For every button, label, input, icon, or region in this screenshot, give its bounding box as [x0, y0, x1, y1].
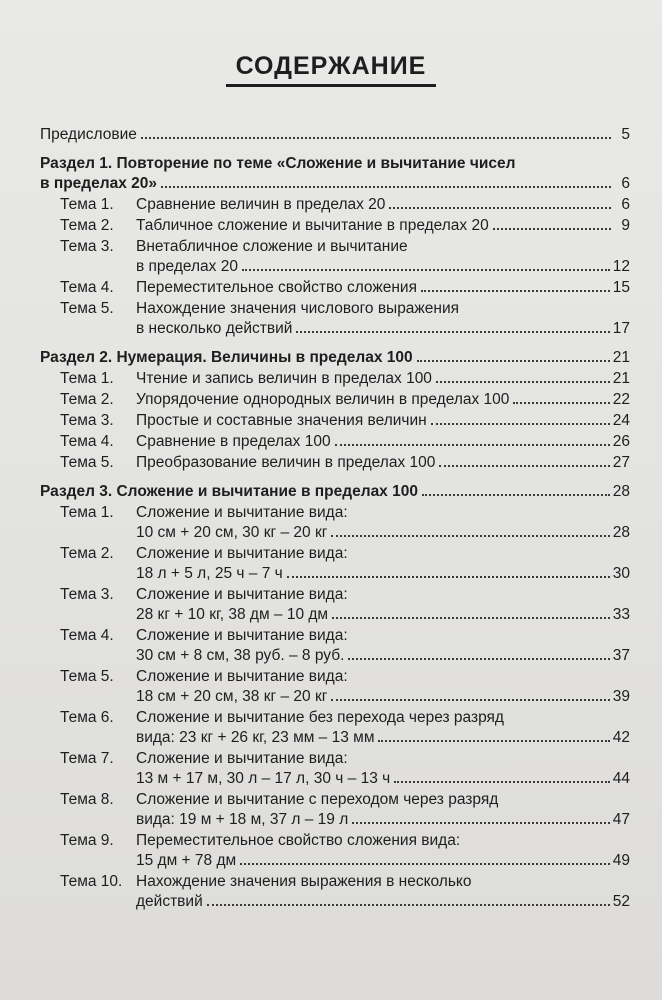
topic-title-cont: вида: 19 м + 18 м, 37 л – 19 л	[136, 811, 349, 828]
toc-entry-topic	[40, 390, 630, 410]
topic-label: Тема 6.	[60, 709, 114, 726]
topic-title: Сложение и вычитание вида:	[136, 750, 348, 767]
leader-dots	[141, 137, 611, 139]
leader-dots	[436, 381, 610, 383]
topic-label: Тема 4.	[60, 433, 114, 450]
toc-entry-preface	[40, 125, 630, 145]
page-number: 37	[612, 647, 630, 664]
leader-dots	[421, 290, 610, 292]
topic-label: Тема 2.	[60, 391, 114, 408]
table-of-contents	[40, 125, 630, 913]
topic-title: Переместительное свойство сложения вида:	[136, 832, 461, 849]
section-heading-line: в пределах 20»	[40, 175, 157, 192]
leader-dots	[439, 465, 609, 467]
leader-dots	[422, 494, 610, 496]
topic-title: Нахождение значения выражения в несколько	[136, 873, 472, 890]
topic-label: Тема 3.	[60, 412, 114, 429]
toc-entry-topic	[40, 831, 630, 871]
topic-title: Внетабличное сложение и вычитание	[136, 238, 408, 255]
page-number: 28	[612, 483, 630, 500]
page-number: 24	[612, 412, 630, 429]
page-number: 28	[612, 524, 630, 541]
leader-dots	[431, 423, 610, 425]
toc-entry-topic	[40, 278, 630, 298]
section-heading-line: Раздел 3. Сложение и вычитание в пределах 100	[40, 483, 418, 500]
topic-label: Тема 4.	[60, 279, 114, 296]
leader-dots	[417, 360, 610, 362]
topic-title-cont: 13 м + 17 м, 30 л – 17 л, 30 ч – 13 ч	[136, 770, 391, 787]
page-number: 12	[612, 258, 630, 275]
topic-title: Сложение и вычитание вида:	[136, 586, 348, 603]
toc-entry-topic	[40, 749, 630, 789]
topic-title-cont: 30 см + 8 см, 38 руб. – 8 руб.	[136, 647, 345, 664]
topic-label: Тема 2.	[60, 217, 114, 234]
leader-dots	[389, 207, 611, 209]
page-number: 6	[621, 196, 630, 213]
topic-title: Упорядочение однородных величин в пределах 100	[136, 391, 510, 408]
toc-entry-topic	[40, 626, 630, 666]
leader-dots	[378, 740, 609, 742]
page-title	[0, 52, 662, 87]
leader-dots	[287, 576, 610, 578]
topic-label: Тема 8.	[60, 791, 114, 808]
topic-label: Тема 1.	[60, 370, 114, 387]
toc-entry-topic	[40, 790, 630, 830]
page-number: 17	[612, 320, 630, 337]
toc-entry-topic	[40, 216, 630, 236]
leader-dots	[331, 699, 609, 701]
leader-dots	[513, 402, 609, 404]
leader-dots	[493, 228, 611, 230]
toc-entry-topic	[40, 544, 630, 584]
toc-entry-topic	[40, 195, 630, 215]
entry-title: Предисловие	[40, 126, 137, 143]
topic-title: Преобразование величин в пределах 100	[136, 454, 436, 471]
topic-title: Сложение и вычитание без перехода через разряд	[136, 709, 504, 726]
leader-dots	[332, 617, 610, 619]
leader-dots	[207, 904, 610, 906]
toc-entry-topic	[40, 411, 630, 431]
toc-entry-topic	[40, 585, 630, 625]
toc-entry-topic	[40, 369, 630, 389]
topic-title: Переместительное свойство сложения	[136, 279, 417, 296]
page-number: 33	[612, 606, 630, 623]
topic-title-cont: 10 см + 20 см, 30 кг – 20 кг	[136, 524, 328, 541]
toc-entry-topic	[40, 453, 630, 473]
topic-label: Тема 9.	[60, 832, 114, 849]
topic-title: Табличное сложение и вычитание в пределах 20	[136, 217, 489, 234]
toc-entry-topic	[40, 872, 630, 912]
page-number: 44	[612, 770, 630, 787]
page-number: 26	[612, 433, 630, 450]
toc-section-2	[40, 348, 630, 368]
topic-label: Тема 1.	[60, 504, 114, 521]
topic-title: Простые и составные значения величин	[136, 412, 427, 429]
topic-label: Тема 5.	[60, 300, 114, 317]
page-number: 39	[612, 688, 630, 705]
leader-dots	[240, 863, 610, 865]
topic-label: Тема 3.	[60, 238, 114, 255]
leader-dots	[348, 658, 609, 660]
topic-title-cont: в пределах 20	[136, 258, 238, 275]
topic-title: Сложение и вычитание вида:	[136, 545, 348, 562]
topic-title: Сложение и вычитание вида:	[136, 668, 348, 685]
topic-title: Сравнение в пределах 100	[136, 433, 331, 450]
topic-title: Сложение и вычитание вида:	[136, 627, 348, 644]
topic-title: Сложение и вычитание с переходом через разряд	[136, 791, 499, 808]
page-number: 5	[621, 126, 630, 143]
topic-label: Тема 2.	[60, 545, 114, 562]
toc-entry-topic	[40, 708, 630, 748]
topic-title-cont: вида: 23 кг + 26 кг, 23 мм – 13 мм	[136, 729, 375, 746]
page-number: 27	[612, 454, 630, 471]
toc-section-1	[40, 154, 630, 194]
topic-title: Нахождение значения числового выражения	[136, 300, 460, 317]
toc-entry-topic	[40, 299, 630, 339]
topic-title: Чтение и запись величин в пределах 100	[136, 370, 432, 387]
page-number: 21	[612, 370, 630, 387]
page-title-text: СОДЕРЖАНИЕ	[226, 52, 437, 87]
leader-dots	[296, 331, 609, 333]
leader-dots	[242, 269, 610, 271]
topic-title-cont: 28 кг + 10 кг, 38 дм – 10 дм	[136, 606, 329, 623]
section-heading-line: Раздел 2. Нумерация. Величины в пределах 100	[40, 349, 413, 366]
leader-dots	[335, 444, 610, 446]
page-number: 42	[612, 729, 630, 746]
topic-title: Сложение и вычитание вида:	[136, 504, 348, 521]
toc-entry-topic	[40, 432, 630, 452]
leader-dots	[352, 822, 609, 824]
page-number: 6	[621, 175, 630, 192]
topic-label: Тема 5.	[60, 668, 114, 685]
leader-dots	[161, 186, 611, 188]
topic-title: Сравнение величин в пределах 20	[136, 196, 386, 213]
page-number: 9	[621, 217, 630, 234]
topic-title-cont: 15 дм + 78 дм	[136, 852, 237, 869]
page-number: 21	[612, 349, 630, 366]
topic-label: Тема 10.	[60, 873, 123, 890]
toc-entry-topic	[40, 667, 630, 707]
topic-label: Тема 5.	[60, 454, 114, 471]
topic-label: Тема 4.	[60, 627, 114, 644]
page-number: 47	[612, 811, 630, 828]
page-number: 49	[612, 852, 630, 869]
leader-dots	[394, 781, 610, 783]
topic-title-cont: действий	[136, 893, 203, 910]
topic-title-cont: 18 л + 5 л, 25 ч – 7 ч	[136, 565, 283, 582]
topic-label: Тема 7.	[60, 750, 114, 767]
leader-dots	[331, 535, 609, 537]
page-number: 30	[612, 565, 630, 582]
section-heading-line: Раздел 1. Повторение по теме «Сложение и вычитание чисел	[40, 155, 516, 172]
topic-label: Тема 3.	[60, 586, 114, 603]
page-number: 52	[612, 893, 630, 910]
page-number: 15	[612, 279, 630, 296]
toc-entry-topic	[40, 237, 630, 277]
topic-label: Тема 1.	[60, 196, 114, 213]
toc-entry-topic	[40, 503, 630, 543]
topic-title-cont: в несколько действий	[136, 320, 293, 337]
topic-title-cont: 18 см + 20 см, 38 кг – 20 кг	[136, 688, 328, 705]
page-number: 22	[612, 391, 630, 408]
toc-section-3	[40, 482, 630, 502]
